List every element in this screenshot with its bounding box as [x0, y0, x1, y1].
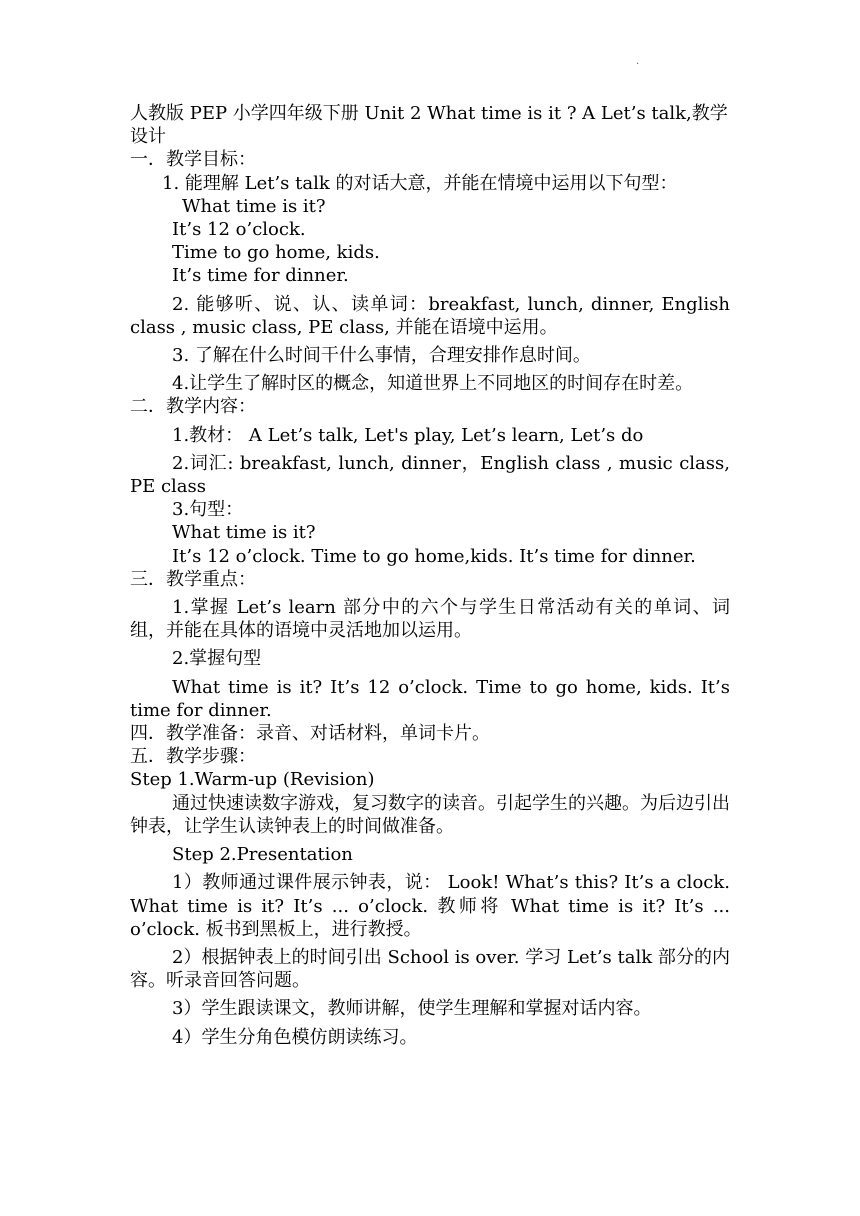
content-patterns-label: 3.句型： [172, 499, 244, 521]
objective-4: 4.让学生了解时区的概念，知道世界上不同地区的时间存在时差。 [172, 373, 694, 395]
objective-3: 3. 了解在什么时间干什么事情，合理安排作息时间。 [172, 345, 591, 367]
step-2-item-2: 2）根据钟表上的时间引出 School is over. 学习 Let’s talk 部分的内容。听录音回答问题。 [130, 946, 730, 992]
content-textbook: 1.教材： A Let’s talk, Let's play, Let’s learn, Let’s do [172, 424, 644, 446]
step-1-text: 通过快速读数字游戏，复习数字的读音。引起学生的兴趣。为后边引出钟表，让学生认读钟表上的时间做准备。 [130, 792, 730, 837]
sentence-pattern: What time is it? [172, 522, 316, 544]
section-heading-content: 二．教学内容： [130, 396, 256, 418]
sentence-pattern: Time to go home, kids. [172, 242, 380, 264]
step-2-item-4: 4）学生分角色模仿朗读练习。 [172, 1026, 418, 1048]
step-2-item-1: 1）教师通过课件展示钟表，说： Look! What’s this? It’s a clock. What time is it? It’s ... o’clock. 教师将 What time is it? It’s ... o’clock. 板书到黑板上，进行教授。 [130, 872, 730, 940]
step-2-title: Step 2.Presentation [172, 844, 353, 866]
objective-1: 1. 能理解 Let’s talk 的对话大意，并能在情境中运用以下句型： [162, 172, 678, 194]
section-heading-key-points: 三．教学重点： [130, 568, 256, 590]
section-heading-preparation: 四．教学准备：录音、对话材料，单词卡片。 [130, 723, 490, 745]
document-body [130, 102, 730, 1049]
sentence-pattern: It’s 12 o’clock. [172, 219, 306, 241]
section-heading-steps: 五．教学步骤： [130, 746, 256, 768]
objective-2: 2. 能够听、说、认、读单词：breakfast, lunch, dinner, English class , music class, PE class, 并能在语境中运用。 [130, 293, 730, 338]
key-point-patterns: What time is it? It’s 12 o’clock. Time to go home, kids. It’s time for dinner. [130, 676, 730, 721]
content-vocabulary: 2.词汇: breakfast, lunch, dinner，English class , music class, PE class [130, 452, 730, 498]
step-1-title: Step 1.Warm-up (Revision) [130, 769, 375, 791]
document-title: 人教版 PEP 小学四年级下册 Unit 2 What time is it ? A Let’s talk,教学设计 [130, 103, 728, 148]
step-2-item-3: 3）学生跟读课文，教师讲解，使学生理解和掌握对话内容。 [172, 998, 652, 1020]
sentence-pattern: It’s 12 o’clock. Time to go home,kids. It’s time for dinner. [172, 545, 696, 567]
key-point-1: 1.掌握 Let’s learn 部分中的六个与学生日常活动有关的单词、词组，并能在具体的语境中灵活地加以运用。 [130, 597, 730, 642]
sentence-pattern: It’s time for dinner. [172, 265, 349, 287]
sentence-pattern: What time is it? [182, 195, 326, 217]
header-dot: . [636, 56, 640, 67]
key-point-2: 2.掌握句型 [172, 648, 262, 670]
section-heading-objectives: 一．教学目标： [130, 149, 256, 171]
